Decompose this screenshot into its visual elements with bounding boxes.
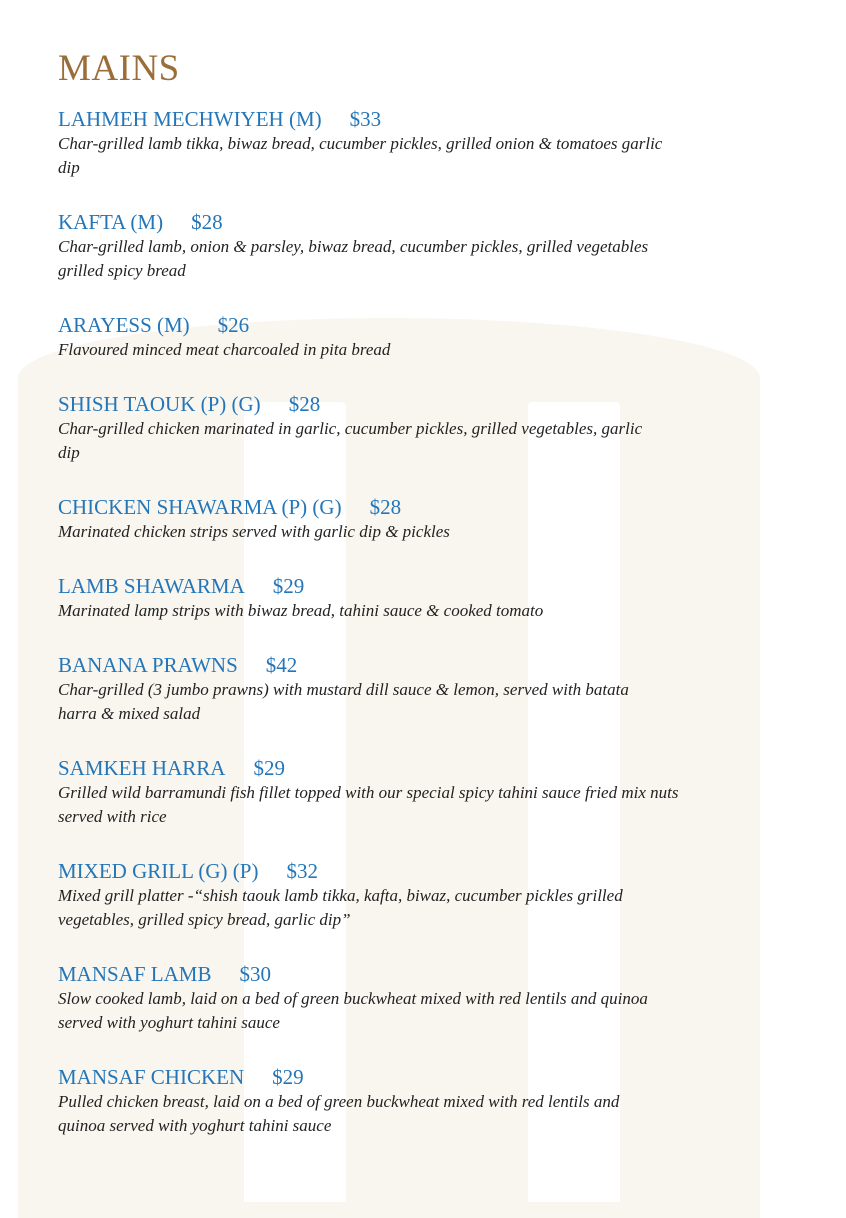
menu-item-name: BANANA PRAWNS bbox=[58, 653, 238, 677]
menu-item-price: $42 bbox=[265, 653, 298, 677]
menu-item-title bbox=[58, 858, 828, 884]
menu-item bbox=[58, 652, 828, 726]
menu-item bbox=[58, 573, 828, 623]
menu-item-title bbox=[58, 494, 828, 520]
menu-item-description: Char-grilled lamb tikka, biwaz bread, cucumber pickles, grilled onion & tomatoes garlic dip bbox=[58, 134, 663, 177]
menu-item-name: SAMKEH HARRA bbox=[58, 756, 226, 780]
menu-item-title bbox=[58, 209, 828, 235]
menu-item-description: Char-grilled lamb, onion & parsley, biwaz bread, cucumber pickles, grilled vegetables grilled spicy bread bbox=[58, 237, 649, 280]
menu-item-price: $29 bbox=[272, 1065, 304, 1089]
menu-item-price: $29 bbox=[272, 574, 305, 598]
menu-item-description: Slow cooked lamb, laid on a bed of green buckwheat mixed with red lentils and quinoa served with yoghurt tahini sauce bbox=[58, 989, 648, 1032]
menu-item bbox=[58, 312, 828, 362]
menu-item-title bbox=[58, 312, 828, 338]
menu-item bbox=[58, 1064, 828, 1138]
menu-item-name: SHISH TAOUK (P) (G) bbox=[58, 392, 261, 416]
menu-item-description: Mixed grill platter -“shish taouk lamb tikka, kafta, biwaz, cucumber pickles grilled vegetables, grilled spicy bread, garlic dip” bbox=[58, 886, 623, 929]
menu-item-name: LAHMEH MECHWIYEH (M) bbox=[58, 107, 322, 131]
menu-item-title bbox=[58, 652, 828, 678]
menu-item-description: Marinated lamp strips with biwaz bread, tahini sauce & cooked tomato bbox=[58, 601, 544, 620]
menu-item bbox=[58, 209, 828, 283]
menu-item-price: $26 bbox=[217, 313, 250, 337]
menu-item-name: CHICKEN SHAWARMA (P) (G) bbox=[58, 495, 342, 519]
menu-item-price: $32 bbox=[286, 859, 318, 883]
menu-item-title bbox=[58, 391, 828, 417]
menu-item bbox=[58, 391, 828, 465]
menu-item bbox=[58, 858, 828, 932]
menu-content bbox=[58, 46, 828, 1167]
menu-item bbox=[58, 494, 828, 544]
menu-item-price: $29 bbox=[253, 756, 285, 780]
menu-item-description: Pulled chicken breast, laid on a bed of green buckwheat mixed with red lentils and quinoa served with yoghurt tahini sauce bbox=[58, 1092, 620, 1135]
menu-item-description: Char-grilled chicken marinated in garlic, cucumber pickles, grilled vegetables, garlic dip bbox=[58, 419, 643, 462]
menu-item bbox=[58, 106, 828, 180]
menu-item-title bbox=[58, 961, 828, 987]
menu-item-name: MIXED GRILL (G) (P) bbox=[58, 859, 259, 883]
menu-item-name: MANSAF CHICKEN bbox=[58, 1065, 245, 1089]
menu-item-price: $28 bbox=[369, 495, 402, 519]
menu-item-price: $30 bbox=[239, 962, 271, 986]
menu-item-title bbox=[58, 1064, 828, 1090]
menu-item-price: $28 bbox=[288, 392, 321, 416]
menu-item-description: Char-grilled (3 jumbo prawns) with mustard dill sauce & lemon, served with batata harra & mixed salad bbox=[58, 680, 629, 723]
menu-item-title bbox=[58, 755, 828, 781]
menu-item-price: $28 bbox=[191, 210, 223, 234]
menu-item-title bbox=[58, 573, 828, 599]
menu-item-description: Marinated chicken strips served with garlic dip & pickles bbox=[58, 522, 450, 541]
menu-item-name: LAMB SHAWARMA bbox=[58, 574, 245, 598]
menu-item-name: KAFTA (M) bbox=[58, 210, 164, 234]
menu-item-description: Grilled wild barramundi fish fillet topped with our special spicy tahini sauce fried mix nuts served with rice bbox=[58, 783, 679, 826]
menu-item-name: ARAYESS (M) bbox=[58, 313, 190, 337]
page-title: MAINS bbox=[58, 48, 180, 89]
menu-item-price: $33 bbox=[349, 107, 382, 131]
menu-item-title bbox=[58, 106, 828, 132]
menu-item-description: Flavoured minced meat charcoaled in pita bread bbox=[58, 340, 391, 359]
menu-item-name: MANSAF LAMB bbox=[58, 962, 212, 986]
menu-item bbox=[58, 961, 828, 1035]
menu-item bbox=[58, 755, 828, 829]
